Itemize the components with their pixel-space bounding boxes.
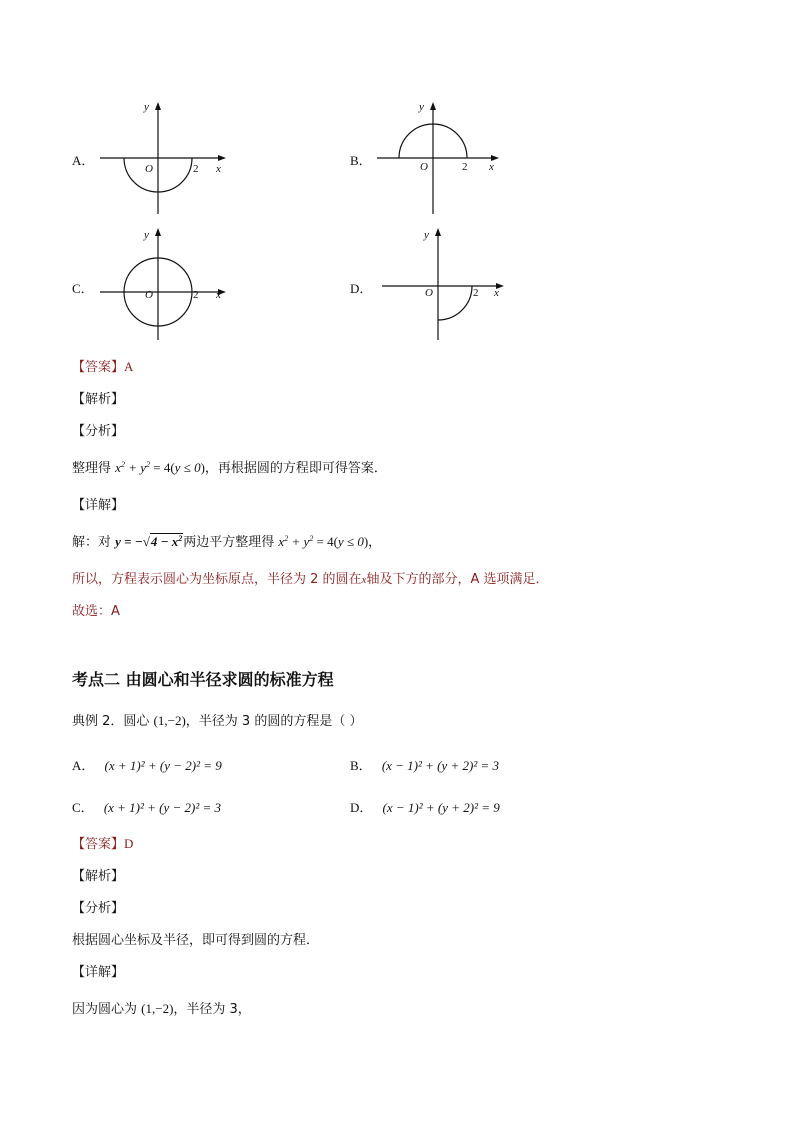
- q2-option-a: A． (x + 1)² + (y − 2)² = 9: [72, 758, 222, 773]
- option-a-graph: [90, 96, 240, 221]
- q2-option-b: B． (x − 1)² + (y + 2)² = 3: [350, 758, 500, 773]
- q2-jiexi-label: 【解析】: [72, 869, 125, 884]
- q2-detail: 因为圆心为 (1,−2)，半径为 3，: [72, 1001, 251, 1017]
- detail-function: $y = -√4 - x^2$: [115, 534, 183, 549]
- x-axis-label: x: [494, 287, 499, 299]
- detail-pre: 解：对: [72, 535, 112, 550]
- answer-value: A: [124, 359, 134, 374]
- answer-label: 【答案】: [72, 837, 125, 852]
- fenxi-post: ，再根据圆的方程即可得答案．: [204, 461, 387, 476]
- q1-fenxi-text: [72, 457, 387, 476]
- tick-label: 2: [462, 161, 468, 173]
- answer-value: D: [124, 836, 134, 851]
- q2-fenxi-text: 根据圆心坐标及半径，即可得到圆的方程．: [72, 933, 320, 948]
- option-a-letter: A．: [72, 153, 95, 168]
- x-axis-label: x: [216, 163, 221, 175]
- option-b-graph: [365, 96, 515, 221]
- y-axis-label: y: [419, 101, 424, 113]
- q1-fenxi-label: 【分析】: [72, 424, 125, 439]
- origin-label: O: [145, 289, 153, 301]
- option-d-letter: D．: [350, 281, 373, 296]
- q1-jiexi-label: 【解析】: [72, 392, 125, 407]
- q1-conclusion: 所以，方程表示圆心为坐标原点，半径为 2 的圆在x轴及下方的部分，A 选项满足．: [72, 572, 549, 587]
- q1-xiangjie-label: 【详解】: [72, 498, 125, 513]
- q2-stem: 典例 2．圆心 (1,−2)，半径为 3 的圆的方程是（ ）: [72, 713, 363, 729]
- x-axis-label: x: [216, 289, 221, 301]
- section-heading: 考点二 由圆心和半径求圆的标准方程: [72, 670, 334, 689]
- option-c-letter: C．: [72, 281, 94, 296]
- origin-label: O: [420, 161, 428, 173]
- fenxi-equation: $x^2 + y^2 = 4(y \le 0)$: [115, 460, 205, 475]
- answer-label: 【答案】: [72, 360, 125, 375]
- tick-label: 2: [193, 289, 199, 301]
- origin-label: O: [145, 163, 153, 175]
- q2-option-d: D． (x − 1)² + (y + 2)² = 9: [350, 800, 500, 815]
- q1-detail: 解：对 $y = -√4 - x^2$两边平方整理得 $x^2 + y^2 = 4(y \le 0)$，: [72, 534, 382, 550]
- q2-answer: [72, 833, 133, 852]
- option-b-letter: B．: [350, 153, 372, 168]
- tick-label: 2: [473, 287, 479, 299]
- option-c-graph: [90, 222, 240, 347]
- q2-xiangjie-label: 【详解】: [72, 965, 125, 980]
- option-d-graph: [370, 222, 520, 347]
- y-axis-label: y: [144, 229, 149, 241]
- detail-equation: $x^2 + y^2 = 4(y \le 0)$: [278, 534, 369, 549]
- x-axis-label: x: [489, 161, 494, 173]
- origin-label: O: [425, 287, 433, 299]
- q2-fenxi-label: 【分析】: [72, 901, 125, 916]
- y-axis-label: y: [424, 229, 429, 241]
- detail-mid: 两边平方整理得: [183, 535, 275, 550]
- tick-label: 2: [193, 163, 199, 175]
- fenxi-pre: 整理得: [72, 461, 112, 476]
- quarter-arc-curve: [438, 286, 472, 320]
- q2-detail-center: (1,−2): [141, 1001, 174, 1016]
- q1-guxuan: 故选：A: [72, 604, 120, 619]
- q2-option-c: C． (x + 1)² + (y − 2)² = 3: [72, 800, 222, 815]
- q2-center: (1,−2): [153, 713, 186, 728]
- q1-answer: [72, 356, 133, 375]
- y-axis-label: y: [144, 101, 149, 113]
